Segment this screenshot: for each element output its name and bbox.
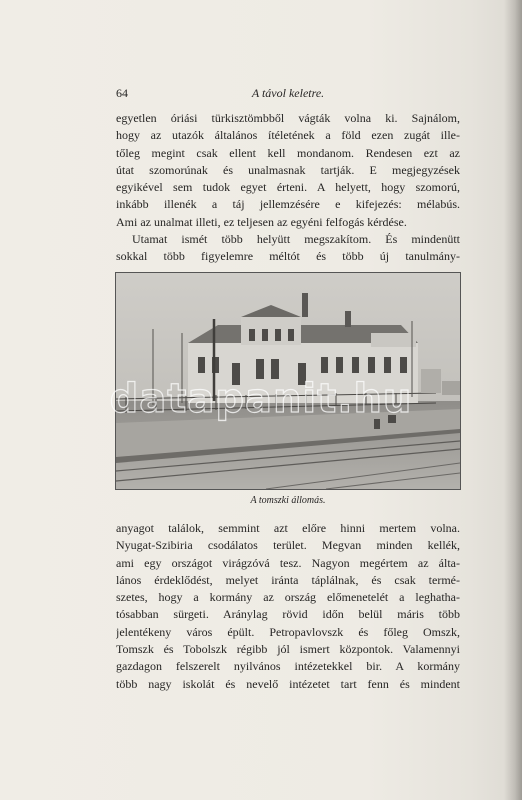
page-header: [116, 86, 460, 102]
text-line: Nyugat-Szibiria csodálatos terület. Megvan minden kellék,: [116, 538, 460, 553]
station-photo-image: [116, 273, 460, 489]
text-line: Tomszk és Tobolszk régibb jól ismert központok. Valamennyi: [116, 642, 460, 657]
text-line: több nagy iskolát és nevelő intézetet tart fenn és mindent: [116, 676, 460, 691]
text-line: tósabban sürgeti. Aránylag rövid időn belül máris több: [116, 607, 460, 622]
text-line: gazdagon felszerelt nyilvános intézetekkel bir. A kormány: [116, 659, 460, 674]
running-title: A távol keletre.: [251, 86, 325, 100]
page-number: 64: [116, 86, 128, 100]
text-line: egyetlen óriási türkisztömbből vágták volna ki. Sajnálom,: [116, 111, 460, 125]
text-line: egyikével sem tudok egyet érteni. A helyett, hogy szomorú,: [116, 180, 460, 195]
text-line: Ami az unalmat illeti, ez teljesen az egyéni felfogás kérdése.: [116, 214, 407, 229]
figure-caption: A tomszki állomás.: [250, 495, 326, 506]
paragraph-3: [116, 520, 460, 693]
text-line: útat szomorúnak és unalmasnak tartják. E megjegyzések: [116, 162, 460, 177]
text-line: Utamat ismét több helyütt megszakítom. És mindenütt: [132, 232, 460, 246]
text-line: sokkal több figyelemre méltót és több új tanulmány-: [116, 249, 460, 264]
text-line: inkább illenék a táj jellemzésére e kifejezés: mélabús.: [116, 197, 460, 212]
text-line: lános érdeklődést, melyet iránta táplálnak, és csak termé-: [116, 572, 460, 587]
text-line: jelentékeny város épült. Petropavlovszk és főleg Omszk,: [116, 624, 460, 639]
book-spine-shadow: [504, 0, 522, 800]
text-line: hogy az utazók általános ítéletének a föld ezen zugát ille-: [116, 128, 460, 143]
text-line: szetes, hogy a kormány az ország előmenetelét a leghatha-: [116, 590, 460, 605]
paragraph-1: [116, 110, 460, 231]
text-line: tőleg megint csak ellent kell mondanom. Rendesen ezt az: [116, 145, 460, 160]
station-photograph: [115, 272, 461, 490]
text-line: anyagot találok, semmint azt előre hinni mertem volna.: [116, 521, 460, 535]
paragraph-2: [116, 231, 460, 266]
text-line: ami egy országot virágzóvá tesz. Nagyon megértem az álta-: [116, 555, 460, 570]
